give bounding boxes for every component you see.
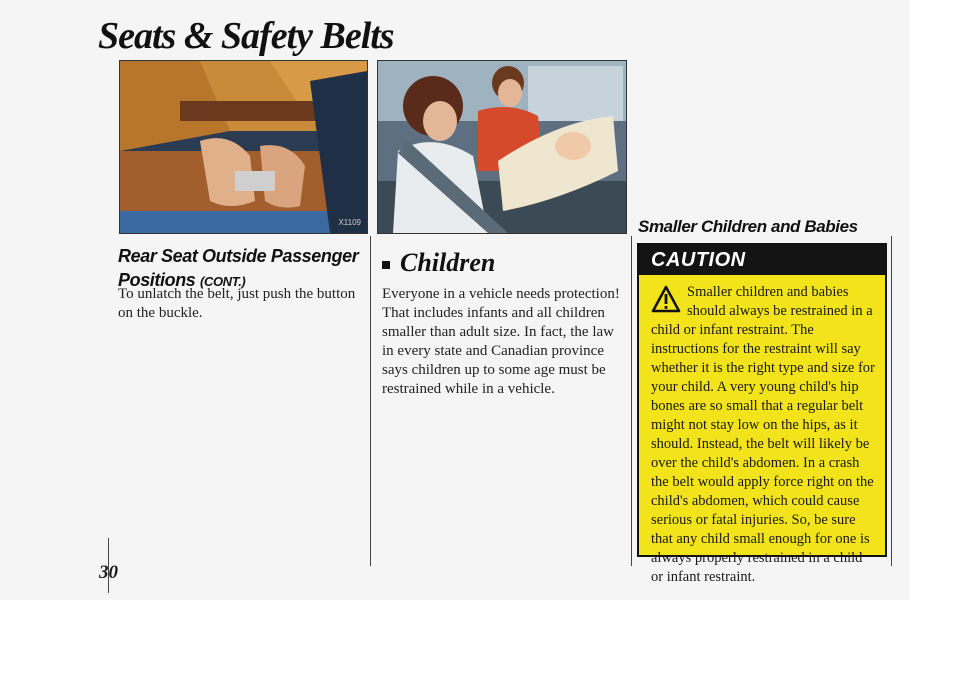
- children-photo: [377, 60, 627, 234]
- caution-body: [639, 275, 885, 587]
- column-divider-far-right: [891, 236, 892, 566]
- page-title: Seats & Safety Belts: [98, 15, 394, 57]
- rear-seat-heading-suffix: (CONT.): [200, 274, 246, 289]
- warning-triangle-icon: [651, 285, 681, 313]
- photo-code: X1109: [338, 218, 361, 227]
- rear-seat-body: To unlatch the belt, just push the button on the buckle.: [118, 286, 356, 321]
- page-number: 30: [99, 562, 118, 583]
- rear-seat-heading-text: Rear Seat Outside Passenger Positions: [118, 246, 359, 290]
- caution-text: Smaller children and babies should always be restrained in a child or infant restraint. The instructions for the restraint will say whether it is the right type and size for your child. A very young child's hip bones are so small that a regular belt might not stay low on the hips, as it should. Instead, the belt will likely be over the child's abdomen. In a crash the belt would apply force right on the child's abdomen, which could cause serious or fatal injuries. So, be sure that any child small enough for one is always properly restrained in a child or infant restraint.: [651, 284, 875, 585]
- caution-label: CAUTION: [639, 245, 885, 275]
- children-heading-text: Children: [400, 248, 496, 277]
- buckle-photo: [119, 60, 368, 234]
- smaller-children-heading: Smaller Children and Babies: [638, 217, 858, 236]
- children-photo-illustration: [378, 61, 626, 233]
- column-divider-right: [631, 236, 632, 566]
- square-bullet-icon: [382, 261, 390, 269]
- caution-box: [637, 243, 887, 585]
- children-body: Everyone in a vehicle needs protection! That includes infants and all children smaller than adult size. In fact, the law in every state and Canadian province says children up to some age must be restrained while in a vehicle.: [382, 286, 620, 397]
- buckle-photo-illustration: [120, 61, 367, 233]
- column-divider-left: [370, 236, 371, 566]
- children-heading: [382, 248, 495, 278]
